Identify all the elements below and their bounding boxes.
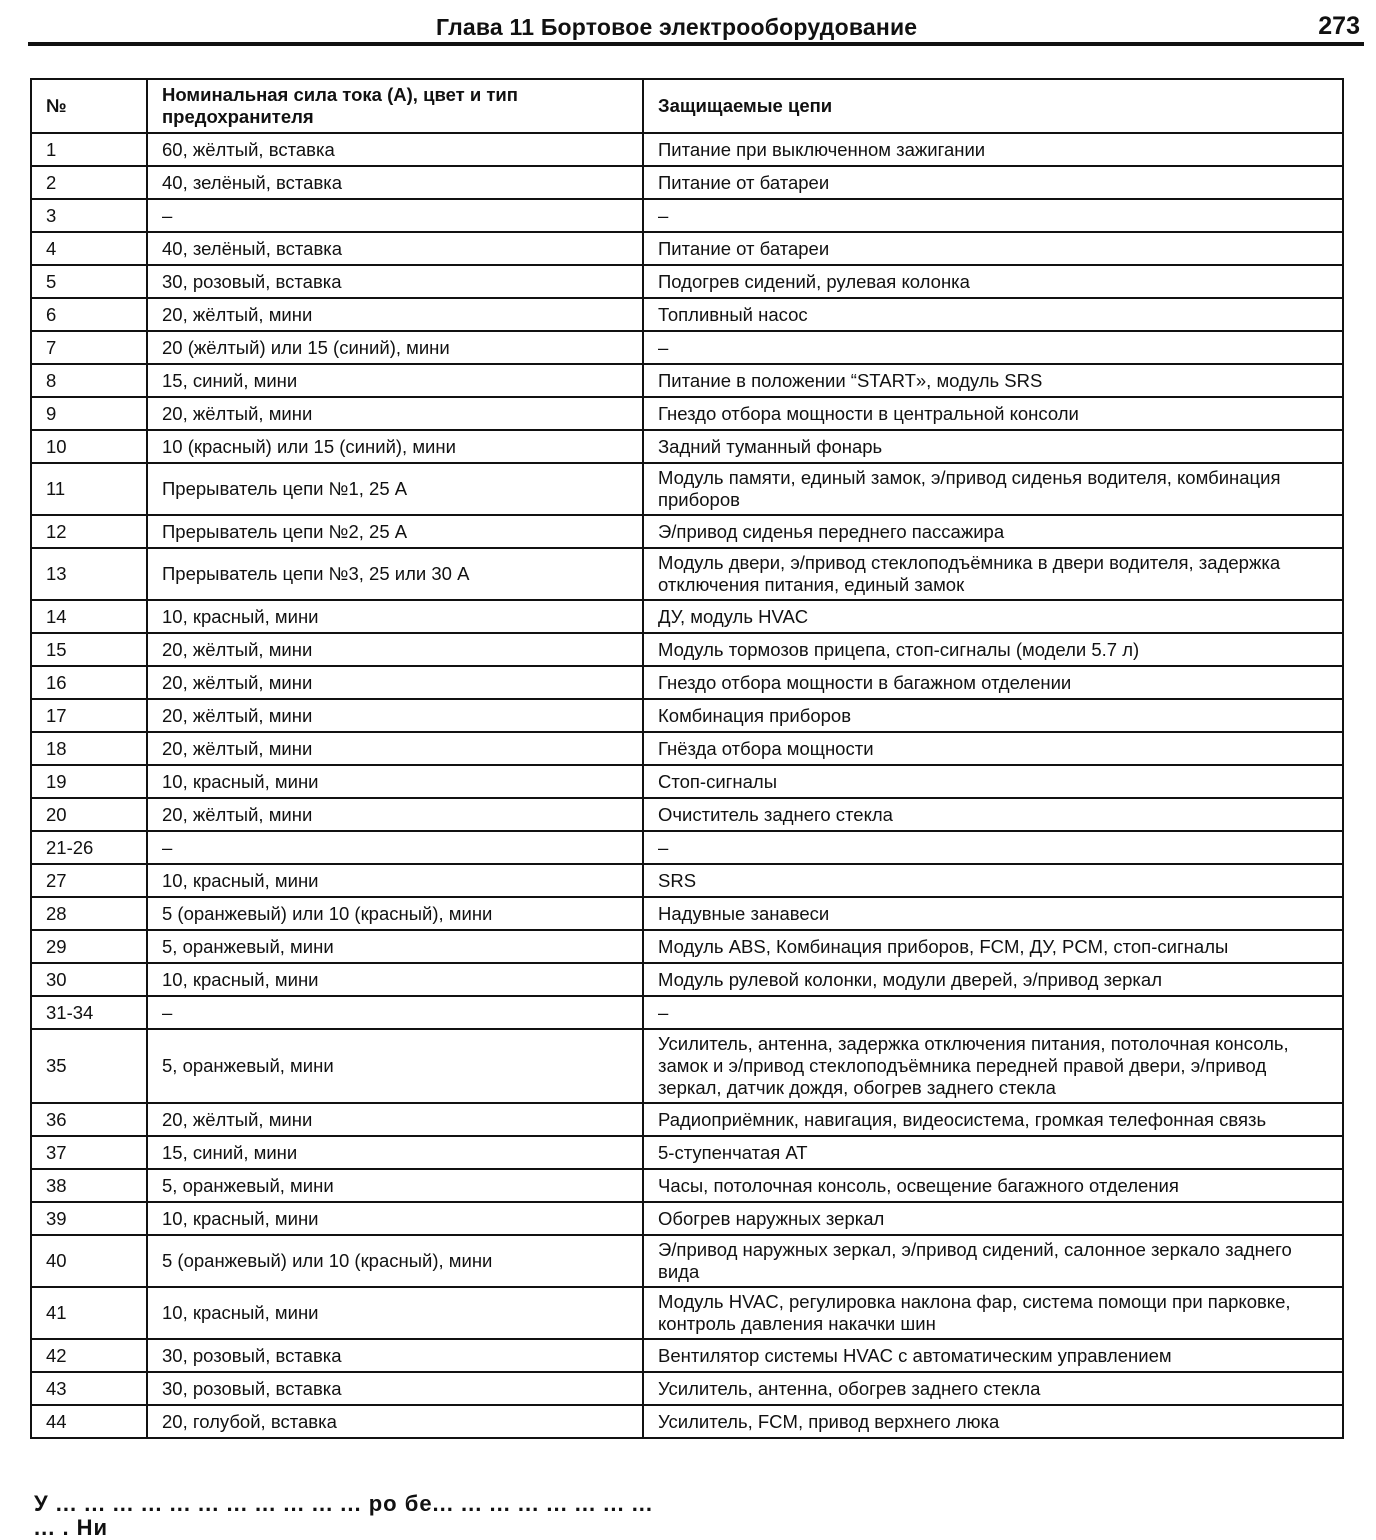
- protected-circuits-cell: Комбинация приборов: [643, 699, 1343, 732]
- table-row: [31, 199, 1343, 232]
- table-body: [31, 133, 1343, 1438]
- protected-circuits-cell: Задний туманный фонарь: [643, 430, 1343, 463]
- protected-circuits-cell: Стоп-сигналы: [643, 765, 1343, 798]
- fuse-number-cell: 37: [31, 1136, 147, 1169]
- fuse-rating-cell: 20, жёлтый, мини: [147, 798, 643, 831]
- fuse-rating-cell: 20, жёлтый, мини: [147, 699, 643, 732]
- protected-circuits-cell: Модуль памяти, единый замок, э/привод сиденья водителя, комбинация приборов: [643, 463, 1343, 515]
- fuse-rating-cell: 10, красный, мини: [147, 963, 643, 996]
- fuse-number-cell: 29: [31, 930, 147, 963]
- table-row: [31, 397, 1343, 430]
- table-row: [31, 548, 1343, 600]
- fuse-number-cell: 39: [31, 1202, 147, 1235]
- table-row: [31, 298, 1343, 331]
- table-row: [31, 331, 1343, 364]
- fuse-number-cell: 43: [31, 1372, 147, 1405]
- table-row: [31, 732, 1343, 765]
- fuse-number-cell: 40: [31, 1235, 147, 1287]
- table-row: [31, 765, 1343, 798]
- fuse-rating-cell: 20, жёлтый, мини: [147, 1103, 643, 1136]
- fuse-number-cell: 10: [31, 430, 147, 463]
- fuse-number-cell: 17: [31, 699, 147, 732]
- fuse-rating-cell: 30, розовый, вставка: [147, 1372, 643, 1405]
- protected-circuits-cell: ДУ, модуль HVAC: [643, 600, 1343, 633]
- fuse-number-cell: 12: [31, 515, 147, 548]
- fuse-number-cell: 41: [31, 1287, 147, 1339]
- protected-circuits-cell: Модуль рулевой колонки, модули дверей, э/привод зеркал: [643, 963, 1343, 996]
- fuse-number-cell: 35: [31, 1029, 147, 1103]
- fuse-number-cell: 15: [31, 633, 147, 666]
- table-row: [31, 600, 1343, 633]
- fuse-number-cell: 9: [31, 397, 147, 430]
- table-row: [31, 1372, 1343, 1405]
- table-row: [31, 364, 1343, 397]
- fuse-number-cell: 31-34: [31, 996, 147, 1029]
- cut-off-footer-text: [34, 1491, 654, 1540]
- table-row: [31, 430, 1343, 463]
- fuse-number-cell: 18: [31, 732, 147, 765]
- table-row: [31, 1405, 1343, 1438]
- table-row: [31, 930, 1343, 963]
- protected-circuits-cell: Гнездо отбора мощности в центральной консоли: [643, 397, 1343, 430]
- fuse-number-cell: 11: [31, 463, 147, 515]
- fuse-rating-cell: 60, жёлтый, вставка: [147, 133, 643, 166]
- fuse-rating-cell: 40, зелёный, вставка: [147, 232, 643, 265]
- fuse-table: [30, 78, 1344, 1439]
- fuse-number-cell: 28: [31, 897, 147, 930]
- table-row: [31, 633, 1343, 666]
- table-row: [31, 265, 1343, 298]
- table-row: [31, 1169, 1343, 1202]
- fuse-rating-cell: 10 (красный) или 15 (синий), мини: [147, 430, 643, 463]
- protected-circuits-cell: Гнездо отбора мощности в багажном отделении: [643, 666, 1343, 699]
- protected-circuits-cell: Модуль HVAC, регулировка наклона фар, система помощи при парковке, контроль давления накачки шин: [643, 1287, 1343, 1339]
- fuse-rating-cell: 10, красный, мини: [147, 765, 643, 798]
- fuse-number-cell: 5: [31, 265, 147, 298]
- protected-circuits-cell: Очиститель заднего стекла: [643, 798, 1343, 831]
- table-header-row: [31, 79, 1343, 133]
- table-row: [31, 1339, 1343, 1372]
- fuse-number-cell: 4: [31, 232, 147, 265]
- fuse-rating-cell: Прерыватель цепи №3, 25 или 30 А: [147, 548, 643, 600]
- protected-circuits-cell: Усилитель, антенна, задержка отключения питания, потолочная консоль, замок и э/привод стеклоподъёмника передней правой двери, э/привод зеркал, датчик дождя, обогрев заднего стекла: [643, 1029, 1343, 1103]
- fuse-rating-cell: 20, голубой, вставка: [147, 1405, 643, 1438]
- column-header-circuits: Защищаемые цепи: [643, 79, 1343, 133]
- table-row: [31, 963, 1343, 996]
- protected-circuits-cell: Модуль тормозов прицепа, стоп-сигналы (модели 5.7 л): [643, 633, 1343, 666]
- fuse-number-cell: 38: [31, 1169, 147, 1202]
- fuse-number-cell: 3: [31, 199, 147, 232]
- fuse-rating-cell: 5, оранжевый, мини: [147, 930, 643, 963]
- protected-circuits-cell: Питание от батареи: [643, 166, 1343, 199]
- protected-circuits-cell: Радиоприёмник, навигация, видеосистема, громкая телефонная связь: [643, 1103, 1343, 1136]
- fuse-rating-cell: 15, синий, мини: [147, 364, 643, 397]
- protected-circuits-cell: Вентилятор системы HVAC с автоматическим управлением: [643, 1339, 1343, 1372]
- fuse-number-cell: 30: [31, 963, 147, 996]
- fuse-number-cell: 36: [31, 1103, 147, 1136]
- table-row: [31, 996, 1343, 1029]
- protected-circuits-cell: Питание от батареи: [643, 232, 1343, 265]
- protected-circuits-cell: Усилитель, FCM, привод верхнего люка: [643, 1405, 1343, 1438]
- chapter-title: Глава 11 Бортовое электрооборудование: [436, 14, 918, 40]
- protected-circuits-cell: Э/привод наружных зеркал, э/привод сидений, салонное зеркало заднего вида: [643, 1235, 1343, 1287]
- protected-circuits-cell: –: [643, 199, 1343, 232]
- fuse-rating-cell: 5 (оранжевый) или 10 (красный), мини: [147, 897, 643, 930]
- fuse-rating-cell: 30, розовый, вставка: [147, 265, 643, 298]
- column-header-rating: Номинальная сила тока (А), цвет и тип предохранителя: [147, 79, 643, 133]
- fuse-rating-cell: 10, красный, мини: [147, 600, 643, 633]
- protected-circuits-cell: SRS: [643, 864, 1343, 897]
- fuse-number-cell: 2: [31, 166, 147, 199]
- protected-circuits-cell: 5-ступенчатая АТ: [643, 1136, 1343, 1169]
- table-row: [31, 798, 1343, 831]
- table-row: [31, 1287, 1343, 1339]
- fuse-rating-cell: 20 (жёлтый) или 15 (синий), мини: [147, 331, 643, 364]
- fuse-rating-cell: 5 (оранжевый) или 10 (красный), мини: [147, 1235, 643, 1287]
- fuse-rating-cell: Прерыватель цепи №1, 25 А: [147, 463, 643, 515]
- column-header-number: №: [31, 79, 147, 133]
- fuse-rating-cell: 10, красный, мини: [147, 1287, 643, 1339]
- protected-circuits-cell: –: [643, 331, 1343, 364]
- protected-circuits-cell: Питание при выключенном зажигании: [643, 133, 1343, 166]
- page-number: 273: [1318, 12, 1360, 40]
- table-row: [31, 1103, 1343, 1136]
- fuse-rating-cell: –: [147, 831, 643, 864]
- protected-circuits-cell: Усилитель, антенна, обогрев заднего стекла: [643, 1372, 1343, 1405]
- fuse-rating-cell: 10, красный, мини: [147, 864, 643, 897]
- protected-circuits-cell: Модуль ABS, Комбинация приборов, FCM, ДУ, PCM, стоп-сигналы: [643, 930, 1343, 963]
- fuse-number-cell: 19: [31, 765, 147, 798]
- protected-circuits-cell: Гнёзда отбора мощности: [643, 732, 1343, 765]
- fuse-number-cell: 13: [31, 548, 147, 600]
- table-row: [31, 515, 1343, 548]
- fuse-rating-cell: –: [147, 996, 643, 1029]
- table-row: [31, 133, 1343, 166]
- table-row: [31, 463, 1343, 515]
- fuse-number-cell: 7: [31, 331, 147, 364]
- table-row: [31, 864, 1343, 897]
- protected-circuits-cell: Э/привод сиденья переднего пассажира: [643, 515, 1343, 548]
- protected-circuits-cell: –: [643, 996, 1343, 1029]
- fuse-rating-cell: Прерыватель цепи №2, 25 А: [147, 515, 643, 548]
- fuse-rating-cell: 10, красный, мини: [147, 1202, 643, 1235]
- fuse-rating-cell: 20, жёлтый, мини: [147, 732, 643, 765]
- fuse-number-cell: 20: [31, 798, 147, 831]
- fuse-rating-cell: 20, жёлтый, мини: [147, 397, 643, 430]
- table-row: [31, 1029, 1343, 1103]
- fuse-rating-cell: 5, оранжевый, мини: [147, 1029, 643, 1103]
- footer-text: У ... ... ... ... ... ... ... ... ... ... ... ро бе... ... ... ... ... ... ... ... ... . Ни: [34, 1491, 654, 1540]
- fuse-number-cell: 27: [31, 864, 147, 897]
- fuse-rating-cell: 30, розовый, вставка: [147, 1339, 643, 1372]
- fuse-rating-cell: 15, синий, мини: [147, 1136, 643, 1169]
- fuse-number-cell: 42: [31, 1339, 147, 1372]
- fuse-rating-cell: 40, зелёный, вставка: [147, 166, 643, 199]
- fuse-rating-cell: 20, жёлтый, мини: [147, 633, 643, 666]
- page-header: [28, 8, 1364, 46]
- table-row: [31, 1136, 1343, 1169]
- fuse-number-cell: 14: [31, 600, 147, 633]
- protected-circuits-cell: Питание в положении “START», модуль SRS: [643, 364, 1343, 397]
- fuse-rating-cell: 20, жёлтый, мини: [147, 666, 643, 699]
- protected-circuits-cell: Топливный насос: [643, 298, 1343, 331]
- table-row: [31, 897, 1343, 930]
- protected-circuits-cell: Обогрев наружных зеркал: [643, 1202, 1343, 1235]
- table-row: [31, 232, 1343, 265]
- fuse-number-cell: 21-26: [31, 831, 147, 864]
- fuse-rating-cell: 20, жёлтый, мини: [147, 298, 643, 331]
- fuse-number-cell: 44: [31, 1405, 147, 1438]
- table-row: [31, 666, 1343, 699]
- protected-circuits-cell: Часы, потолочная консоль, освещение багажного отделения: [643, 1169, 1343, 1202]
- fuse-number-cell: 1: [31, 133, 147, 166]
- table-row: [31, 831, 1343, 864]
- protected-circuits-cell: Надувные занавеси: [643, 897, 1343, 930]
- table-row: [31, 166, 1343, 199]
- protected-circuits-cell: Модуль двери, э/привод стеклоподъёмника в двери водителя, задержка отключения питания, единый замок: [643, 548, 1343, 600]
- fuse-number-cell: 16: [31, 666, 147, 699]
- fuse-number-cell: 6: [31, 298, 147, 331]
- fuse-number-cell: 8: [31, 364, 147, 397]
- table-row: [31, 699, 1343, 732]
- table-row: [31, 1235, 1343, 1287]
- protected-circuits-cell: –: [643, 831, 1343, 864]
- table-row: [31, 1202, 1343, 1235]
- protected-circuits-cell: Подогрев сидений, рулевая колонка: [643, 265, 1343, 298]
- fuse-rating-cell: 5, оранжевый, мини: [147, 1169, 643, 1202]
- fuse-rating-cell: –: [147, 199, 643, 232]
